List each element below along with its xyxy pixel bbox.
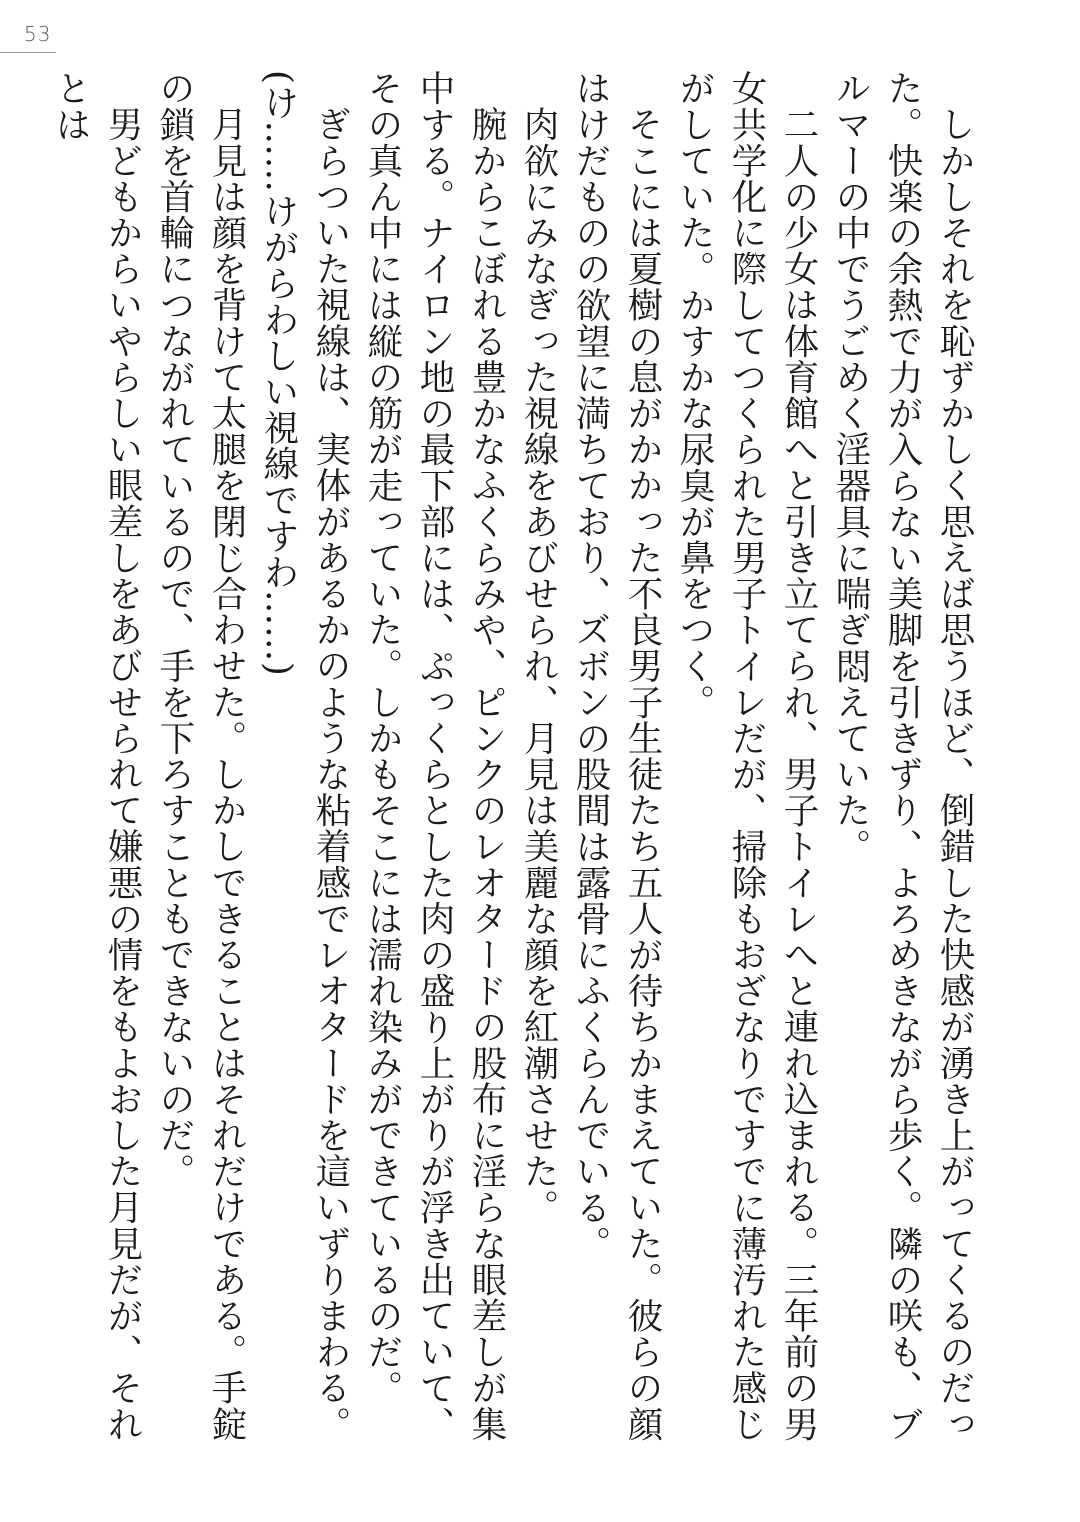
paragraph: 二人の少女は体育館へと引き立てられ、男子トイレへと連れ込まれる。三年前の男女共学化に際してつくられた男子トイレだが、掃除もおざなりですでに薄汚れた感じがしていた。かすかな尿臭が鼻をつく。: [674, 70, 819, 1442]
paragraph: しかしそれを恥ずかしく思えば思うほど、倒錯した快感が湧き上がってくるのだった。快楽の余熱で力が入らない美脚を引きずり、よろめきながら歩く。隣の咲も、ブルマーの中でうごめく淫器具に喘ぎ悶えていた。: [830, 70, 975, 1442]
paragraph: 月見は顔を背けて太腿を閉じ合わせた。しかしできることはそれだけである。手錠の鎖を首輪につながれているので、手を下ろすこともできないのだ。: [154, 70, 247, 1442]
paragraph: 肉欲にみなぎった視線をあびせられ、月見は美麗な顔を紅潮させた。: [518, 105, 559, 1225]
paragraph: そこには夏樹の息がかかった不良男子生徒たち五人が待ちかまえていた。彼らの顔はけだものの欲望に満ちており、ズボンの股間は露骨にふくらんでいる。: [570, 70, 663, 1442]
paragraph: 男どもからいやらしい眼差しをあびせられて嫌悪の情をもよおした月見だが、それとは: [50, 70, 143, 1442]
paragraph: 腕からこぼれる豊かなふくらみや、ピンクのレオタードの股布に淫らな眼差しが集中する。ナイロン地の最下部には、ぷっくらとした肉の盛り上がりが浮き出ていて、その真ん中には縦の筋が走っていた。しかもそこには濡れ染みができているのだ。: [362, 70, 507, 1442]
page-number-rule: [0, 52, 56, 53]
dialogue-line: (け……けがらわしい視線ですわ……): [258, 70, 299, 677]
paragraph: ぎらついた視線は、実体があるかのような粘着感でレオタードを這いずりまわる。: [310, 105, 351, 1442]
novel-body-text: [50, 70, 980, 1470]
page-number: 53: [24, 22, 52, 46]
